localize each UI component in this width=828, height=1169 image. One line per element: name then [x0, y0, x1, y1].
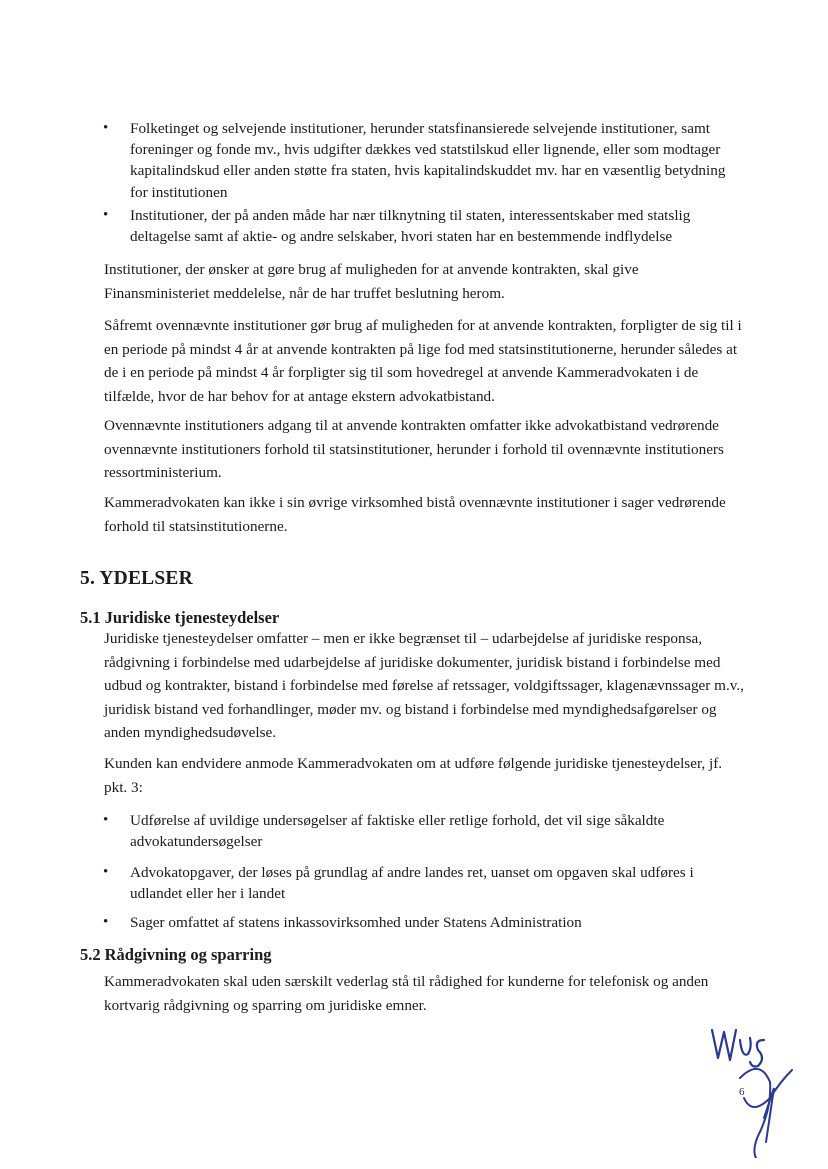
page-number: 6 — [739, 1086, 745, 1098]
paragraph: Såfremt ovennævnte institutioner gør brug af muligheden for at anvende kontrakten, forpligter de sig til i en periode på mindst 4 år at anvende kontrakten på lige fod med statsinstitutionerne, herunder således at de i en periode på mindst 4 år forpligter sig til som hovedregel at anvende Kammeradvokaten i de tilfælde, hvor de har behov for at antage ekstern advokatbistand. — [104, 317, 742, 405]
list-item — [103, 912, 746, 933]
subsection-title: Rådgivning og sparring — [104, 945, 272, 964]
subsection-number: 5.2 — [80, 945, 101, 964]
bullet-text: Advokatopgaver, der løses på grundlag af andre landes ret, uanset om opgaven skal udføres i udlandet eller her i landet — [130, 864, 694, 903]
bullet-text: Institutioner, der på anden måde har nær tilknytning til staten, interessentskaber med statslig deltagelse samt af aktie- og andre selskaber, hvori staten har en bestemmende indflydelse — [130, 207, 691, 246]
subsection-heading — [80, 608, 279, 628]
bullet-icon: • — [103, 864, 109, 880]
paragraph: Kammeradvokaten kan ikke i sin øvrige virksomhed bistå ovennævnte institutioner i sager vedrørende forhold til statsinstitutionerne. — [104, 494, 726, 535]
subsection-number: 5.1 — [80, 608, 101, 627]
section-heading: 5. YDELSER — [80, 568, 193, 589]
paragraph: Kunden kan endvidere anmode Kammeradvokaten om at udføre følgende juridiske tjenesteydelser, jf. pkt. 3: — [104, 755, 723, 796]
bullet-text: Folketinget og selvejende institutioner, herunder statsfinansierede selvejende institutioner, samt foreninger og fonde mv., hvis udgifter dækkes ved statstilskud eller lignende, eller som modtager kapitalindskud eller anden støtte fra staten, hvis kapitalindskuddet mv. har en væsentlig betydning for institutionen — [130, 120, 726, 201]
list-item — [103, 862, 746, 904]
bullet-icon: • — [103, 812, 109, 828]
paragraph: Ovennævnte institutioners adgang til at anvende kontrakten omfatter ikke advokatbistand vedrørende ovennævnte institutioners forhold til statsinstitutioner, herunder i forhold til ovennævnte institutioners ressortministerium. — [104, 417, 724, 482]
list-item — [103, 205, 746, 247]
list-item — [103, 810, 746, 852]
bullet-icon: • — [103, 914, 109, 930]
paragraph: Juridiske tjenesteydelser omfatter – men er ikke begrænset til – udarbejdelse af juridiske responsa, rådgivning i forbindelse med udarbejdelse af juridiske dokumenter, juridisk bistand i forbindelse med udbud og kontrakter, bistand i forbindelse med førelse af retssager, voldgiftssager, klagenævnssager m.v., juridisk bistand ved forhandlinger, møder mv. og bistand i forbindelse med myndighedsafgørelser og anden myndighedsudøvelse. — [104, 630, 744, 742]
list-item — [103, 118, 746, 203]
paragraph: Institutioner, der ønsker at gøre brug af muligheden for at anvende kontrakten, skal give Finansministeriet meddelelse, når de har truffet beslutning herom. — [104, 261, 639, 302]
bullet-icon: • — [103, 207, 109, 223]
subsection-title: Juridiske tjenesteydelser — [104, 608, 280, 627]
subsection-heading — [80, 945, 272, 965]
paragraph: Kammeradvokaten skal uden særskilt vederlag stå til rådighed for kunderne for telefonisk og anden kortvarig rådgivning og sparring om juridiske emner. — [104, 973, 709, 1014]
signature-initials — [700, 1018, 800, 1158]
bullet-text: Udførelse af uvildige undersøgelser af faktiske eller retlige forhold, det vil sige såkaldte advokatundersøgelser — [130, 812, 665, 851]
bullet-icon: • — [103, 120, 109, 136]
bullet-text: Sager omfattet af statens inkassovirksomhed under Statens Administration — [130, 914, 582, 931]
